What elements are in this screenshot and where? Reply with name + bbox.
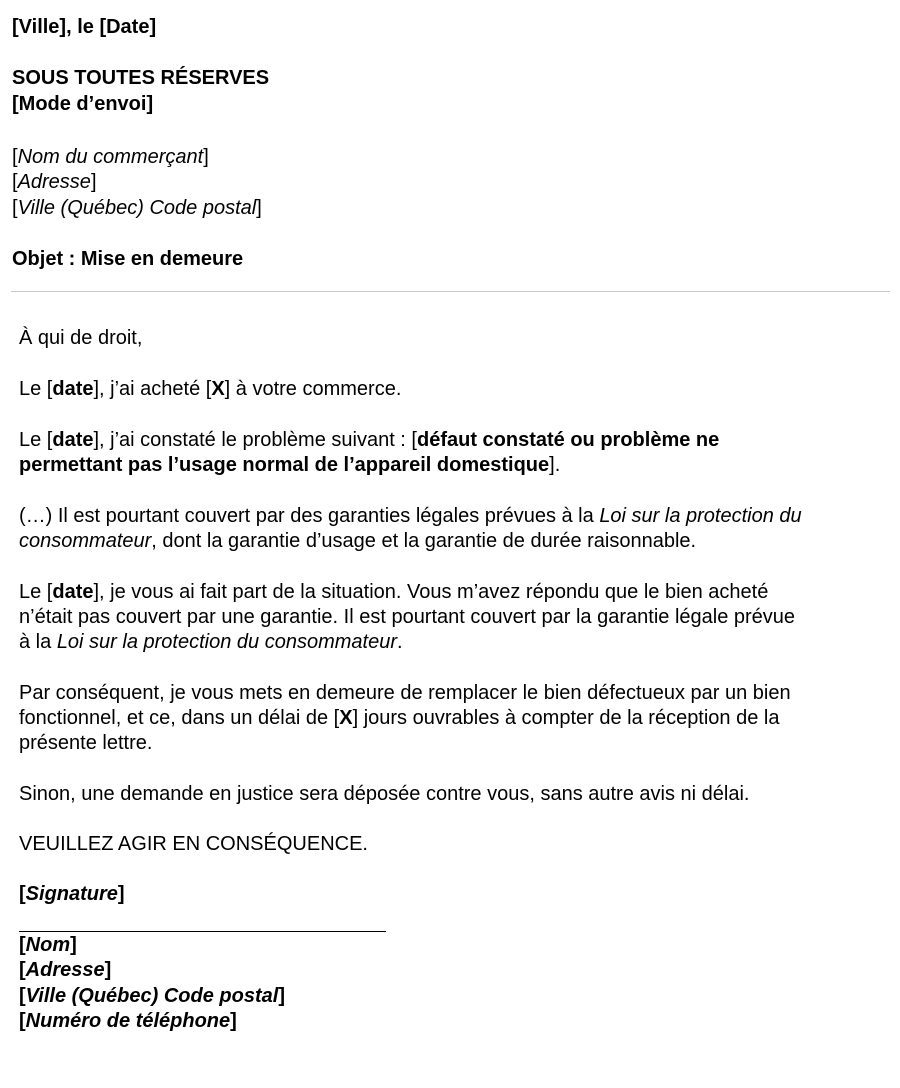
date-placeholder: date (52, 581, 94, 603)
date-placeholder: date (52, 429, 94, 451)
text-run: Le [ (19, 378, 53, 400)
defect-placeholder: défaut constaté ou problème ne (416, 429, 720, 451)
paragraph-demand-line-3: présente lettre. (19, 732, 153, 754)
text-run: ], j’ai acheté [ (93, 378, 212, 400)
bracket-close: ] (117, 883, 125, 905)
bracket-close: ] (90, 171, 97, 193)
text-run: ]. (549, 454, 561, 476)
bracket-open: [ (12, 171, 18, 193)
paragraph-contact-line-2: n’était pas couvert par une garantie. Il est pourtant couvert par la garantie légale prévue (19, 606, 796, 628)
days-placeholder: X (339, 707, 353, 729)
bracket-open: [ (19, 883, 26, 905)
sender-city: Ville (Québec) Code postal (25, 985, 279, 1007)
text-run: ] à votre commerce. (224, 378, 402, 400)
paragraph-purchase (19, 377, 401, 402)
city-date-line: [Ville], le [Date] (12, 16, 157, 38)
sender-phone: Numéro de téléphone (25, 1010, 231, 1032)
signature-line (19, 931, 386, 932)
recipient-city-line (12, 196, 262, 221)
signature-placeholder-line (19, 882, 125, 907)
signature-placeholder: Signature (25, 883, 118, 905)
paragraph-demand-line-1: Par conséquent, je vous mets en demeure de remplacer le bien défectueux par un bien (19, 682, 791, 704)
sender-phone-line (19, 1009, 237, 1034)
sender-address-line (19, 958, 111, 983)
paragraph-problem-line-2 (19, 453, 560, 478)
subject-line: Objet : Mise en demeure (12, 248, 244, 270)
bracket-close: ] (278, 985, 285, 1007)
sender-address: Adresse (25, 959, 105, 981)
reserve-heading: SOUS TOUTES RÉSERVES (12, 67, 270, 89)
date-placeholder: date (52, 378, 94, 400)
paragraph-warranty-line-2 (19, 529, 696, 554)
text-run: Le [ (19, 581, 53, 603)
bracket-open: [ (19, 934, 26, 956)
send-mode-line: [Mode d’envoi] (12, 93, 154, 115)
bracket-open: [ (12, 197, 18, 219)
text-run: ], je vous ai fait part de la situation. Vous m’avez répondu que le bien acheté (93, 581, 769, 603)
sender-city-line (19, 984, 285, 1009)
recipient-name-line (12, 145, 209, 170)
bracket-close: ] (230, 1010, 237, 1032)
text-run: , dont la garantie d’usage et la garantie de durée raisonnable. (151, 530, 697, 552)
text-run: fonctionnel, et ce, dans un délai de [ (19, 707, 340, 729)
bracket-open: [ (19, 1010, 26, 1032)
sender-name: Nom (25, 934, 71, 956)
law-title: consommateur (19, 530, 152, 552)
greeting: À qui de droit, (19, 327, 143, 349)
bracket-close: ] (256, 197, 262, 219)
paragraph-contact-line-3 (19, 630, 403, 655)
defect-placeholder: permettant pas l’usage normal de l’appareil domestique (19, 454, 550, 476)
paragraph-demand-line-2 (19, 706, 779, 731)
bracket-close: ] (104, 959, 112, 981)
bracket-open: [ (19, 985, 26, 1007)
paragraph-legal-action: Sinon, une demande en justice sera déposée contre vous, sans autre avis ni délai. (19, 783, 750, 805)
law-title: Loi sur la protection du consommateur (56, 631, 397, 653)
item-placeholder: X (211, 378, 225, 400)
separator-line (11, 291, 890, 292)
bracket-close: ] (203, 146, 209, 168)
law-title: Loi sur la protection du (599, 505, 802, 527)
recipient-address-line (12, 170, 97, 195)
bracket-open: [ (12, 146, 18, 168)
bracket-close: ] (70, 934, 77, 956)
text-run: (…) Il est pourtant couvert par des garanties légales prévues à la (19, 505, 600, 527)
recipient-address: Adresse (17, 171, 91, 193)
bracket-open: [ (19, 959, 26, 981)
text-run: ] jours ouvrables à compter de la réception de la (352, 707, 780, 729)
sender-name-line (19, 933, 77, 958)
closing-warning: VEUILLEZ AGIR EN CONSÉQUENCE. (19, 833, 368, 855)
recipient-name: Nom du commerçant (17, 146, 204, 168)
paragraph-problem-line-1 (19, 428, 719, 453)
text-run: Le [ (19, 429, 53, 451)
paragraph-warranty-line-1 (19, 504, 802, 529)
paragraph-contact-line-1 (19, 580, 768, 605)
text-run: . (397, 631, 403, 653)
text-run: ], j’ai constaté le problème suivant : [ (93, 429, 417, 451)
recipient-city: Ville (Québec) Code postal (17, 197, 257, 219)
text-run: à la (19, 631, 57, 653)
